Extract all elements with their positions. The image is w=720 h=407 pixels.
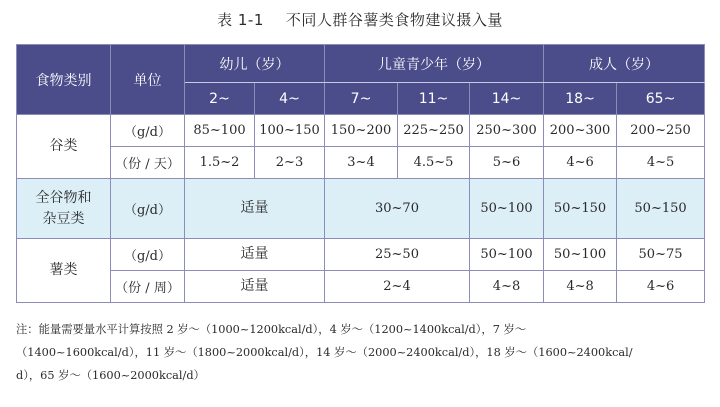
table-row [17,179,705,239]
category-tuber: 薯类 [17,239,111,303]
table-number: 表 1-1 [217,11,264,29]
value-cell: 2~4 [325,271,470,303]
value-cell: 4~6 [544,147,617,179]
value-cell: 225~250 [398,115,470,147]
unit-cell: （g/d） [111,179,185,239]
footnote-line: d），65 岁～（1600~2000kcal/d） [16,369,205,382]
header-age: 18~ [544,83,617,115]
header-group-adult: 成人（岁） [544,45,705,83]
value-cell: 250~300 [470,115,544,147]
value-cell: 150~200 [325,115,398,147]
category-whole-grain [17,179,111,239]
header-row-groups [17,45,705,83]
table-footnote [16,318,706,387]
value-cell: 适量 [185,271,325,303]
header-group-toddler: 幼儿（岁） [185,45,325,83]
header-category: 食物类别 [17,45,111,115]
table-row [17,147,705,179]
category-grain: 谷类 [17,115,111,179]
value-cell: 50~150 [617,179,705,239]
value-cell: 200~250 [617,115,705,147]
value-cell: 50~100 [470,239,544,271]
table-title [0,9,720,30]
table-row [17,115,705,147]
category-line: 杂豆类 [42,210,85,227]
footnote-line: （1400~1600kcal/d），11 岁～（1800~2000kcal/d），14 岁～（2000~2400kcal/d），18 岁～（1600~2400kcal/ [16,346,633,359]
header-group-youth: 儿童青少年（岁） [325,45,544,83]
unit-cell: （g/d） [111,239,185,271]
header-age: 11~ [398,83,470,115]
header-unit: 单位 [111,45,185,115]
value-cell: 2~3 [255,147,325,179]
intake-table [16,44,705,303]
header-age: 65~ [617,83,705,115]
header-age: 7~ [325,83,398,115]
value-cell: 25~50 [325,239,470,271]
unit-cell: （份 / 天） [111,147,185,179]
value-cell: 100~150 [255,115,325,147]
value-cell: 4.5~5 [398,147,470,179]
table-title-text: 不同人群谷薯类食物建议摄入量 [285,11,503,29]
value-cell: 5~6 [470,147,544,179]
table-row [17,239,705,271]
value-cell: 4~8 [470,271,544,303]
value-cell: 4~6 [617,271,705,303]
footnote-line: 注：能量需要量水平计算按照 2 岁～（1000~1200kcal/d），4 岁～（1200~1400kcal/d），7 岁～ [16,323,527,336]
value-cell: 30~70 [325,179,470,239]
value-cell: 4~5 [617,147,705,179]
value-cell: 50~100 [470,179,544,239]
value-cell: 适量 [185,179,325,239]
table-row [17,271,705,303]
header-age: 14~ [470,83,544,115]
value-cell: 3~4 [325,147,398,179]
unit-cell: （份 / 周） [111,271,185,303]
unit-cell: （g/d） [111,115,185,147]
value-cell: 50~100 [544,239,617,271]
value-cell: 4~8 [544,271,617,303]
value-cell: 85~100 [185,115,255,147]
value-cell: 50~75 [617,239,705,271]
value-cell: 50~150 [544,179,617,239]
value-cell: 1.5~2 [185,147,255,179]
value-cell: 适量 [185,239,325,271]
header-age: 4~ [255,83,325,115]
value-cell: 200~300 [544,115,617,147]
category-line: 全谷物和 [35,189,92,206]
header-age: 2~ [185,83,255,115]
